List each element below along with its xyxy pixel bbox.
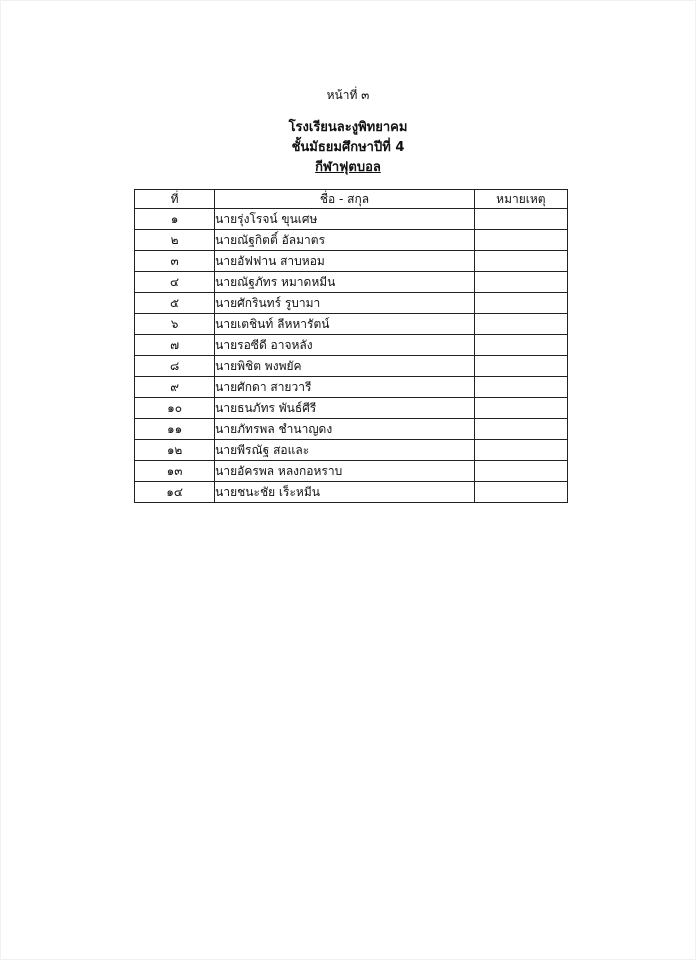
row-note bbox=[474, 461, 567, 482]
table-row bbox=[135, 272, 568, 293]
row-number: ๑๔ bbox=[135, 482, 215, 503]
table-row bbox=[135, 209, 568, 230]
student-name: นายศักดา สายวารี bbox=[215, 377, 475, 398]
student-name: นายภัทรพล ชำนาญดง bbox=[215, 419, 475, 440]
student-name: นายรอซีดี อาจหลัง bbox=[215, 335, 475, 356]
row-note bbox=[474, 314, 567, 335]
table-row bbox=[135, 440, 568, 461]
student-name: นายพีรณัฐ สอและ bbox=[215, 440, 475, 461]
student-name: นายอัครพล หลงกอหราบ bbox=[215, 461, 475, 482]
row-note bbox=[474, 230, 567, 251]
student-name: นายพิชิต พงพยัค bbox=[215, 356, 475, 377]
row-number: ๑ bbox=[135, 209, 215, 230]
row-note bbox=[474, 377, 567, 398]
row-note bbox=[474, 272, 567, 293]
row-note bbox=[474, 440, 567, 461]
row-number: ๙ bbox=[135, 377, 215, 398]
row-note bbox=[474, 209, 567, 230]
row-number: ๑๑ bbox=[135, 419, 215, 440]
table-row bbox=[135, 356, 568, 377]
header-no: ที่ bbox=[135, 190, 215, 209]
row-note bbox=[474, 356, 567, 377]
page-number: หน้าที่ ๓ bbox=[326, 88, 370, 102]
table-row bbox=[135, 377, 568, 398]
row-number: ๒ bbox=[135, 230, 215, 251]
student-name: นายณัฐภัทร หมาดหมีน bbox=[215, 272, 475, 293]
student-name: นายชนะชัย เร็ะหมีน bbox=[215, 482, 475, 503]
header-name: ชื่อ - สกุล bbox=[215, 190, 475, 209]
student-name: นายอัฟฟาน สาบหอม bbox=[215, 251, 475, 272]
row-note bbox=[474, 293, 567, 314]
grade-level: ชั้นมัธยมศึกษาปีที่ 4 bbox=[291, 140, 405, 155]
table-row bbox=[135, 419, 568, 440]
table-row bbox=[135, 314, 568, 335]
row-number: ๔ bbox=[135, 272, 215, 293]
row-note bbox=[474, 482, 567, 503]
table-row bbox=[135, 293, 568, 314]
row-note bbox=[474, 419, 567, 440]
row-number: ๘ bbox=[135, 356, 215, 377]
table-row bbox=[135, 335, 568, 356]
sport-title: กีฬาฟุตบอล bbox=[315, 160, 381, 175]
row-number: ๑๒ bbox=[135, 440, 215, 461]
roster-table bbox=[134, 189, 568, 503]
row-note bbox=[474, 335, 567, 356]
row-note bbox=[474, 398, 567, 419]
header-note: หมายเหตุ bbox=[474, 190, 567, 209]
row-number: ๓ bbox=[135, 251, 215, 272]
row-note bbox=[474, 251, 567, 272]
row-number: ๑๐ bbox=[135, 398, 215, 419]
table-row bbox=[135, 398, 568, 419]
student-name: นายณัฐกิตติ์ อัลมาตร bbox=[215, 230, 475, 251]
table-header-row bbox=[135, 190, 568, 209]
row-number: ๗ bbox=[135, 335, 215, 356]
row-number: ๑๓ bbox=[135, 461, 215, 482]
table-row bbox=[135, 230, 568, 251]
table-body bbox=[135, 209, 568, 503]
student-name: นายธนภัทร พันธ์ศีรี bbox=[215, 398, 475, 419]
table-row bbox=[135, 251, 568, 272]
table-row bbox=[135, 482, 568, 503]
table-row bbox=[135, 461, 568, 482]
student-name: นายเตชินท์ ลีหหารัตน์ bbox=[215, 314, 475, 335]
school-name: โรงเรียนละงูพิทยาคม bbox=[288, 120, 408, 135]
row-number: ๖ bbox=[135, 314, 215, 335]
student-name: นายศักรินทร์ รูบามา bbox=[215, 293, 475, 314]
student-name: นายรุ่งโรจน์ ขุนเศษ bbox=[215, 209, 475, 230]
row-number: ๕ bbox=[135, 293, 215, 314]
